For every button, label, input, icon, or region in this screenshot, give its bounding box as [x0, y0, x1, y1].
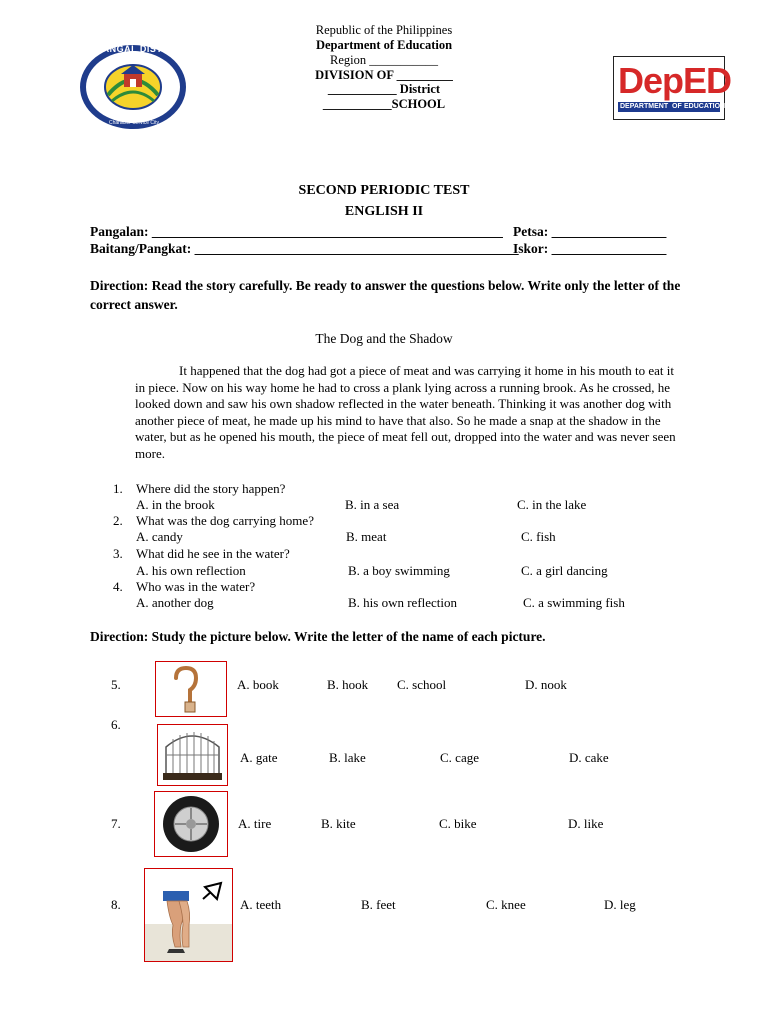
test-title: SECOND PERIODIC TEST	[298, 183, 470, 198]
choice-d: D. cake	[569, 750, 609, 765]
name-field: Pangalan: ____________________________________________________	[90, 224, 503, 239]
story-text: It happened that the dog had got a piece of meat and was carrying it home in his mouth to eat it in piece. Now on his way home he had to cross a plank lying across a running brook. As he crossed, he looked down and saw his own shadow reflected in the water beneath. Thinking it was another dog with another piece of meat, he made up his mind to have that also. So he made a snap at the shadow in the water, but as he opened his mouth, the piece of meat fell out, dropped into the water and was never seen more.	[135, 363, 676, 461]
header-department: Department of Education	[315, 38, 453, 52]
score-field: Iskor: _________________	[513, 241, 667, 256]
header-republic: Republic of the Philippines	[315, 23, 453, 37]
district-seal-logo	[78, 43, 188, 131]
choice-c: C. cage	[440, 750, 479, 765]
direction-study-picture: Direction: Study the picture below. Write the letter of the name of each picture.	[90, 629, 546, 644]
choice-c: C. a girl dancing	[521, 563, 608, 578]
question-number: 4.	[113, 579, 123, 594]
choice-b: B. in a sea	[345, 497, 400, 512]
seal-bottom-text: Character Service City	[108, 120, 159, 126]
choice-b: B. meat	[346, 529, 387, 544]
choice-c: C. school	[397, 677, 447, 692]
choice-d: D. nook	[525, 677, 567, 692]
deped-sub-department: DEPARTMENT	[620, 103, 669, 110]
choice-c: C. bike	[439, 816, 477, 831]
hook-picture	[155, 661, 227, 717]
question-number: 3.	[113, 546, 123, 561]
choice-c: C. in the lake	[517, 497, 587, 512]
header-school: ___________SCHOOL	[322, 97, 446, 111]
choice-b: B. a boy swimming	[348, 563, 450, 578]
choice-b: B. his own reflection	[348, 595, 458, 610]
story-title: The Dog and the Shadow	[315, 331, 453, 346]
date-field: Petsa: _________________	[513, 224, 667, 239]
choice-a: A. his own reflection	[136, 563, 246, 578]
question-number: 1.	[113, 481, 123, 496]
choice-d: D. leg	[604, 897, 636, 912]
choice-c: C. knee	[486, 897, 526, 912]
direction-read-story: Direction: Read the story carefully. Be ready to answer the questions below. Write only the letter of the correct answer.	[90, 278, 681, 312]
question-text: Who was in the water?	[136, 579, 256, 594]
choice-a: A. tire	[238, 816, 272, 831]
grade-field: Baitang/Pangkat: ________________________________________________	[90, 241, 519, 256]
item-number: 7.	[111, 816, 121, 831]
choice-d: D. like	[568, 816, 604, 831]
choice-c: C. fish	[521, 529, 556, 544]
seal-top-text: LABANGAL DISTRICT	[82, 44, 186, 54]
tire-picture	[154, 791, 228, 857]
header-region: Region ___________	[330, 53, 438, 67]
deped-sub-education: EDUCATION	[684, 103, 726, 110]
choice-c: C. a swimming fish	[523, 595, 625, 610]
choice-b: B. hook	[327, 677, 369, 692]
choice-b: B. lake	[329, 750, 366, 765]
item-number: 8.	[111, 897, 121, 912]
item-number: 6.	[111, 717, 121, 732]
header-district: ___________ District	[327, 82, 441, 96]
deped-logo	[613, 56, 732, 120]
choice-a: A. candy	[136, 529, 183, 544]
choice-a: A. book	[237, 677, 279, 692]
deped-wordmark: DepED	[618, 60, 732, 101]
choice-b: B. kite	[321, 816, 356, 831]
question-text: Where did the story happen?	[136, 481, 286, 496]
question-text: What was the dog carrying home?	[136, 513, 314, 528]
question-number: 2.	[113, 513, 123, 528]
choice-a: A. gate	[240, 750, 278, 765]
choice-b: B. feet	[361, 897, 396, 912]
question-text: What did he see in the water?	[136, 546, 290, 561]
choice-a: A. another dog	[136, 595, 214, 610]
choice-a: A. teeth	[240, 897, 282, 912]
knee-picture	[144, 868, 233, 962]
test-subject: ENGLISH II	[344, 204, 424, 219]
header-division: DIVISION OF _________	[315, 68, 453, 82]
deped-sub-of: OF	[672, 103, 682, 110]
cage-picture	[157, 724, 228, 786]
item-number: 5.	[111, 677, 121, 692]
choice-a: A. in the brook	[136, 497, 215, 512]
